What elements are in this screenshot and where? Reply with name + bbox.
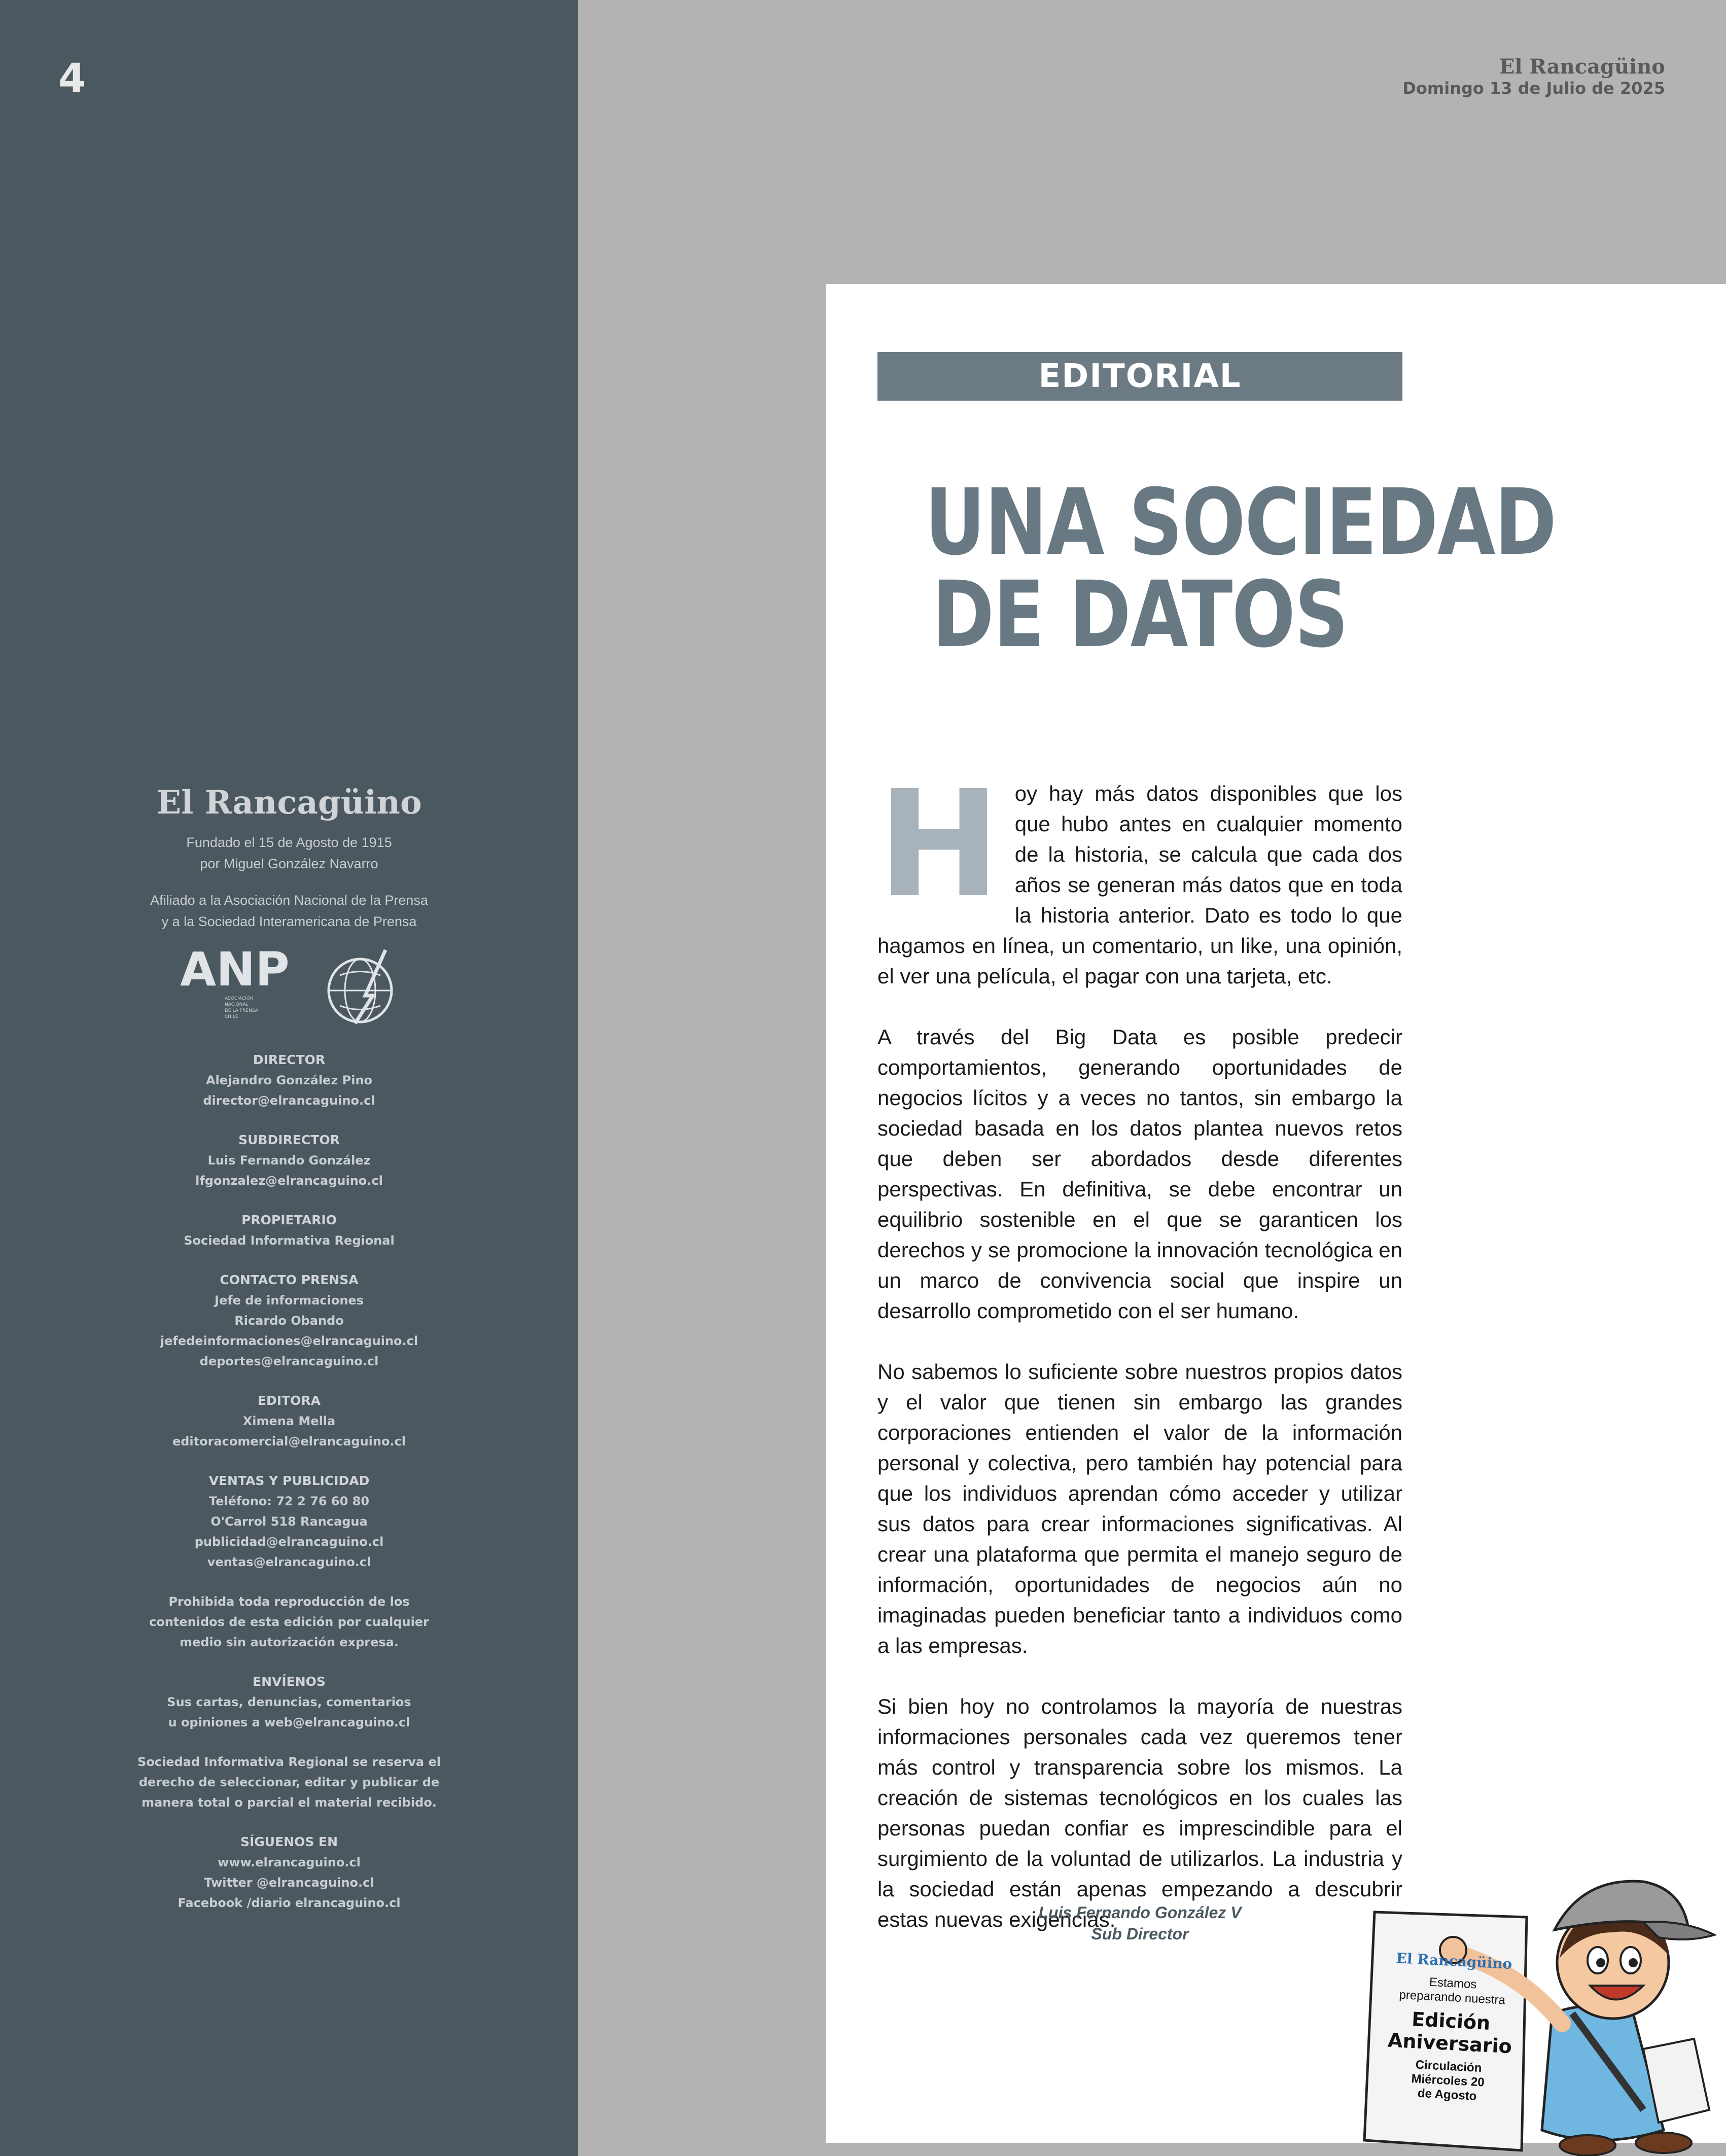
founded-line-1: Fundado el 15 de Agosto de 1915 [186, 835, 392, 850]
staff-line: medio sin autorización expresa. [180, 1635, 399, 1649]
staff-line: Alejandro González Pino [205, 1073, 373, 1087]
svg-text:ASOCIACIÓN: ASOCIACIÓN [225, 996, 254, 1001]
affiliation-line-1: Afiliado a la Asociación Nacional de la Prensa [150, 893, 428, 908]
staff-email: lfgonzalez@elrancaguino.cl [195, 1174, 383, 1188]
author-role: Sub Director [1091, 1925, 1189, 1943]
paragraph-2: A través del Big Data es posible predecir comportamientos, generando oportunidades de negocios lícitos y a veces no tantos, sin embargo la sociedad basada en los datos plantea nuevos retos que deben ser abordados desde diferentes perspectivas. En definitiva, se debe encontrar un equilibrio sostenible en el que se garanticen los derechos y se promocione la innovación tecnológica en un marco de convivencia social que inspire un desarrollo comprometido con el ser humano. [877, 1025, 1402, 1323]
paragraph-3: No sabemos lo suficiente sobre nuestros propios datos y el valor que tienen sin embargo las grandes corporaciones entienden el valor de la información personal y colectiva, pero también hay potencial para que los individuos aprendan cómo acceder y utilizar sus datos para crear informaciones significativas. Al crear una plataforma que permita el manejo seguro de información, oportunidades de negocios aún no imaginadas pueden beneficiar tanto a individuos como a las empresas. [877, 1360, 1402, 1657]
staff-editor [0, 1391, 578, 1452]
anniversary-promo [1359, 1846, 1726, 2156]
staff-line: Sociedad Informativa Regional se reserva el [137, 1755, 441, 1769]
staff-line: derecho de seleccionar, editar y publicar de [138, 1775, 440, 1789]
paragraph-1-text: oy hay más datos disponibles que los que hubo antes en cualquier momento de la historia, se calcula que cada dos años se generan más datos que en toda la historia anterior. Dato es todo lo que hagamos en línea, un comentario, un like, una opinión, el ver una película, el pagar con una tarjeta, etc. [877, 782, 1402, 988]
promo-brand: El Rancagüino [1395, 1950, 1513, 1973]
author-name: Luis Fernando González V [1038, 1903, 1242, 1922]
author-signature [877, 1902, 1402, 1945]
staff-link: Twitter @elrancaguino.cl [204, 1876, 374, 1890]
paragraph-4: Si bien hoy no controlamos la mayoría de nuestras informaciones personales cada vez queremos tener más control y transparencia sobre los mismos. La creación de sistemas tecnológicos en los cuales las personas puedan confiar es imprescindible para el surgimiento de la voluntad de utilizarlos. La industria y la sociedad están apenas empezando a descubrir estas nuevas exigencias. [877, 1694, 1402, 1931]
header-date: Domingo 13 de Julio de 2025 [1402, 79, 1665, 98]
staff-director [0, 1050, 578, 1111]
promo-newspaper [1369, 1913, 1533, 2144]
staff-email: editoracomercial@elrancaguino.cl [172, 1434, 406, 1448]
svg-text:CHILE: CHILE [225, 1014, 238, 1019]
promo-line-4: Miércoles 20 [1411, 2072, 1485, 2090]
staff-follow-us [0, 1832, 578, 1913]
headline [925, 470, 1556, 668]
staff-title: EDITORA [257, 1393, 321, 1408]
staff-email: director@elrancaguino.cl [203, 1093, 375, 1108]
sip-globe-logo-icon [325, 947, 401, 1029]
staff-title: ENVÍENOS [253, 1674, 326, 1689]
staff-email: deportes@elrancaguino.cl [199, 1354, 379, 1368]
staff-line: Ximena Mella [242, 1414, 336, 1428]
staff-line: contenidos de esta edición por cualquier [149, 1615, 429, 1629]
staff-box [0, 1050, 578, 1932]
paragraph-1 [877, 759, 1402, 992]
staff-email: ventas@elrancaguino.cl [207, 1555, 371, 1569]
masthead [0, 784, 578, 1041]
masthead-name: El Rancagüino [156, 784, 422, 822]
staff-title: DIRECTOR [253, 1052, 326, 1067]
staff-link: www.elrancaguino.cl [218, 1855, 361, 1869]
svg-text:NACIONAL: NACIONAL [225, 1002, 249, 1007]
staff-title: PROPIETARIO [241, 1213, 337, 1227]
staff-email: publicidad@elrancaguino.cl [194, 1535, 384, 1549]
promo-line-5: de Agosto [1417, 2086, 1477, 2103]
staff-line: Prohibida toda reproducción de los [168, 1595, 410, 1609]
promo-line-2: preparando nuestra [1398, 1988, 1506, 2007]
staff-line: O'Carrol 518 Rancagua [210, 1514, 368, 1529]
headline-line-2: DE DATOS [932, 562, 1348, 668]
founded-line-2: por Miguel González Navarro [200, 856, 378, 871]
article-body [877, 759, 1402, 1965]
staff-line: Ricardo Obando [234, 1314, 344, 1328]
staff-line: Jefe de informaciones [215, 1293, 364, 1307]
masthead-sidebar [0, 0, 578, 2156]
staff-title: VENTAS Y PUBLICIDAD [208, 1473, 370, 1488]
svg-text:ANP: ANP [180, 945, 290, 997]
svg-text:DE LA PRENSA: DE LA PRENSA [225, 1008, 258, 1013]
staff-line: Teléfono: 72 2 76 60 80 [208, 1494, 370, 1508]
promo-edition: Edición [1411, 2007, 1491, 2035]
staff-title: SÍGUENOS EN [240, 1834, 338, 1849]
page-header [1402, 56, 1665, 98]
anp-logo-icon [180, 945, 292, 1026]
staff-title: CONTACTO PRENSA [220, 1273, 359, 1287]
staff-copyright-notice [0, 1592, 578, 1652]
staff-line: u opiniones a web@elrancaguino.cl [168, 1715, 410, 1729]
staff-title: SUBDIRECTOR [238, 1133, 340, 1147]
staff-rights-notice [0, 1752, 578, 1813]
promo-anniversary: Aniversario [1387, 2029, 1512, 2058]
headline-line-1: UNA SOCIEDAD [925, 470, 1556, 576]
page-number: 4 [58, 56, 86, 101]
section-label: EDITORIAL [877, 352, 1402, 401]
staff-line: Luis Fernando González [207, 1153, 371, 1168]
staff-send-us [0, 1672, 578, 1733]
header-paper-name: El Rancagüino [1499, 55, 1665, 79]
affiliation-line-2: y a la Sociedad Interamericana de Prensa [161, 914, 417, 929]
staff-line: manera total o parcial el material recibido. [142, 1795, 437, 1810]
staff-link: Facebook /diario elrancaguino.cl [178, 1896, 401, 1910]
affiliation-logos [0, 945, 578, 1041]
staff-press-contact [0, 1270, 578, 1371]
promo-line-3: Circulación [1415, 2058, 1483, 2075]
staff-line: Sus cartas, denuncias, comentarios [167, 1695, 411, 1709]
staff-sales [0, 1471, 578, 1572]
staff-email: jefedeinformaciones@elrancaguino.cl [160, 1334, 418, 1348]
promo-line-1: Estamos [1429, 1975, 1477, 1992]
staff-owner [0, 1210, 578, 1251]
drop-cap: H [877, 759, 1001, 930]
staff-line: Sociedad Informativa Regional [184, 1233, 395, 1248]
staff-subdirector [0, 1130, 578, 1191]
